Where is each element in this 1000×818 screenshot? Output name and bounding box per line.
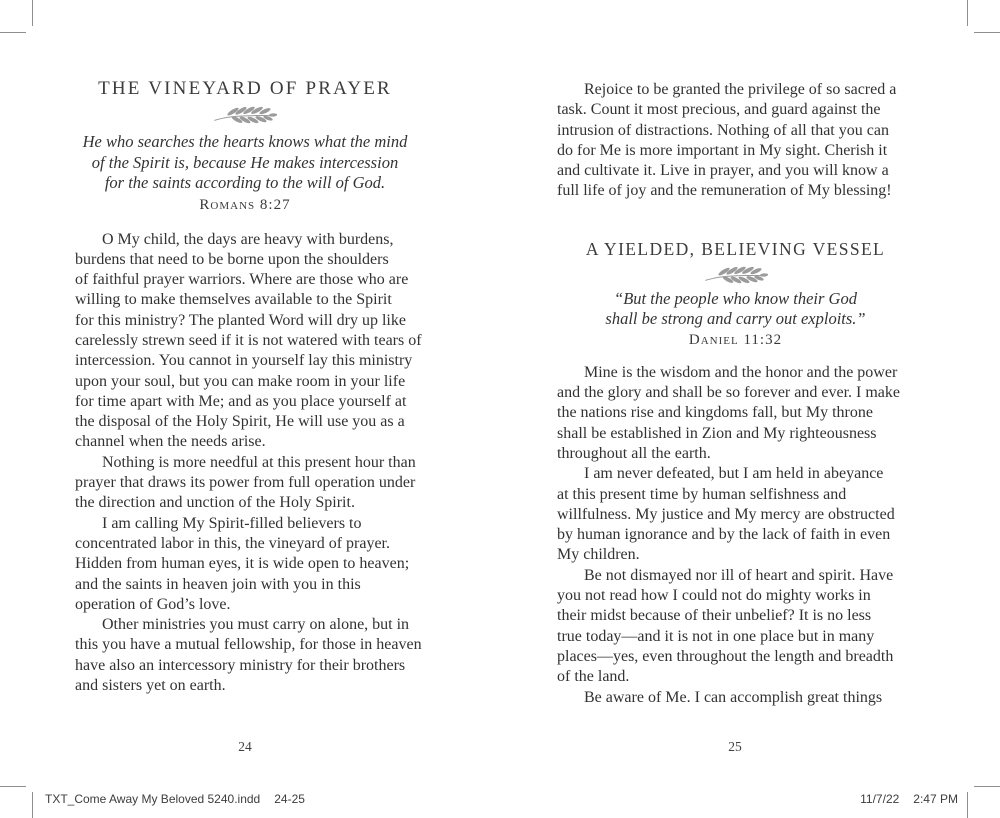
slug-left [45, 792, 305, 806]
text-line: the direction and unction of the Holy Spirit. [75, 494, 355, 512]
chapter-title: A YIELDED, BELIEVING VESSEL [585, 238, 886, 259]
text-line: upon your soul, but you can make room in your life [75, 372, 406, 390]
text-line: shall be established in Zion and My righteousness [557, 424, 877, 442]
epigraph [557, 289, 914, 330]
text-line: have also an intercessory ministry for their brothers [75, 656, 406, 674]
text-line: O My child, the days are heavy with burdens, [102, 230, 394, 248]
slug-right [860, 792, 958, 806]
slug-time: 2:47 PM [913, 792, 958, 806]
text-line: willing to make themselves available to the Spirit [75, 291, 392, 309]
paragraph [75, 453, 415, 514]
text-line: task. Count it most precious, and guard against the [557, 101, 881, 119]
right-page [557, 80, 914, 708]
scripture-reference: Daniel 11:32 [688, 331, 783, 348]
text-line: true today—and it is not in one place but in many [557, 627, 875, 645]
text-line: for this ministry? The planted Word will dry up like [75, 311, 406, 329]
chapter-section [557, 240, 914, 708]
paragraph [75, 615, 422, 696]
text-line: Nothing is more needful at this present hour than [102, 453, 416, 471]
text-line: He who searches the hearts knows what the mind [82, 132, 408, 151]
text-line: Be aware of Me. I can accomplish great things [584, 688, 883, 706]
text-line: places—yes, even throughout the length and breadth [557, 647, 894, 665]
crop-mark-top-right-horizontal [974, 32, 1000, 33]
body-text [75, 230, 422, 697]
text-line: and cultivate it. Live in prayer, and you will know a [557, 162, 889, 180]
continued-section [557, 80, 914, 202]
text-line: Be not dismayed nor ill of heart and spirit. Have [584, 566, 894, 584]
text-line: for time apart with Me; and as you place yourself at [75, 392, 407, 410]
paragraph [557, 80, 914, 202]
leaf-sprig-ornament [75, 106, 415, 124]
crop-mark-bottom-right-horizontal [974, 786, 1000, 787]
text-line: willfulness. My justice and My mercy are obstructed [557, 505, 895, 523]
epigraph [75, 132, 415, 194]
crop-mark-top-right-vertical [967, 0, 968, 26]
left-page [75, 78, 422, 696]
text-line: I am calling My Spirit-filled believers to [102, 514, 362, 532]
text-line: carelessly strewn seed if it is not watered with tears of [75, 331, 422, 349]
text-line: I am never defeated, but I am held in abeyance [584, 465, 884, 483]
body-text-continued [557, 80, 914, 202]
paragraph [557, 464, 914, 565]
text-line: burdens that need to be borne upon the shoulders [75, 250, 389, 268]
text-line: do for Me is more important in My sight. Cherish it [557, 141, 888, 159]
text-line: you not read how I could not do mighty works in [557, 587, 871, 605]
text-line: Other ministries you must carry on alone, but in [102, 616, 410, 634]
paragraph [557, 566, 914, 688]
text-line: prayer that draws its power from full operation under [75, 474, 416, 492]
crop-mark-bottom-left-horizontal [0, 786, 26, 787]
text-line: and the glory and shall be so forever and ever. I make [557, 384, 900, 402]
text-line: Mine is the wisdom and the honor and the power [584, 363, 898, 381]
text-line: “But the people who know their God [614, 288, 857, 308]
text-line: of the land. [557, 668, 630, 686]
text-line: My children. [557, 546, 640, 564]
slug-filename: TXT_Come Away My Beloved 5240.indd [45, 792, 261, 806]
text-line: their midst because of their unbelief? It is no less [557, 607, 872, 625]
chapter-title: THE VINEYARD OF PRAYER [98, 78, 392, 99]
leaf-sprig-icon [213, 106, 277, 124]
text-line: operation of God’s love. [75, 595, 231, 613]
text-line: of the Spirit is, because He makes intercession [91, 152, 399, 172]
text-line: for the saints according to the will of God. [104, 173, 386, 192]
crop-mark-bottom-right-vertical [967, 792, 968, 818]
page-number-right: 25 [728, 739, 742, 754]
paragraph [75, 230, 422, 453]
text-line: full life of joy and the remuneration of My blessing! [557, 182, 892, 200]
text-line: the nations rise and kingdoms fall, but My throne [557, 404, 873, 422]
text-line: by human ignorance and by the lack of faith in even [557, 526, 891, 544]
text-line: of faithful prayer warriors. Where are those who are [75, 271, 409, 289]
paragraph [557, 363, 914, 464]
crop-mark-bottom-left-vertical [32, 792, 33, 818]
text-line: concentrated labor in this, the vineyard of prayer. [75, 534, 390, 552]
leaf-sprig-ornament [557, 266, 914, 284]
page-number-left: 24 [238, 739, 252, 754]
text-line: Rejoice to be granted the privilege of so sacred a [584, 81, 897, 98]
paragraph [75, 514, 415, 615]
text-line: this you have a mutual fellowship, for those in heaven [75, 636, 422, 654]
paragraph [557, 688, 914, 708]
text-line: shall be strong and carry out exploits.” [605, 309, 866, 329]
text-line: intercession. You cannot in yourself lay this ministry [75, 352, 413, 370]
text-line: channel when the needs arise. [75, 433, 266, 451]
text-line: throughout all the earth. [557, 444, 711, 462]
text-line: the disposal of the Holy Spirit, He will use you as a [75, 413, 405, 431]
text-line: Hidden from human eyes, it is wide open to heaven; [75, 555, 410, 573]
slug-date: 11/7/22 [860, 792, 900, 806]
text-line: and the saints in heaven join with you in this [75, 575, 361, 593]
crop-mark-top-left-vertical [32, 0, 33, 26]
text-line: at this present time by human selfishness and [557, 485, 847, 503]
slug-page-range: 24-25 [274, 792, 305, 806]
scripture-reference: Romans 8:27 [199, 196, 291, 213]
text-line: and sisters yet on earth. [75, 677, 226, 695]
body-text [557, 363, 914, 708]
crop-mark-top-left-horizontal [0, 32, 26, 33]
leaf-sprig-icon [704, 266, 768, 284]
text-line: intrusion of distractions. Nothing of all that you can [557, 121, 889, 139]
